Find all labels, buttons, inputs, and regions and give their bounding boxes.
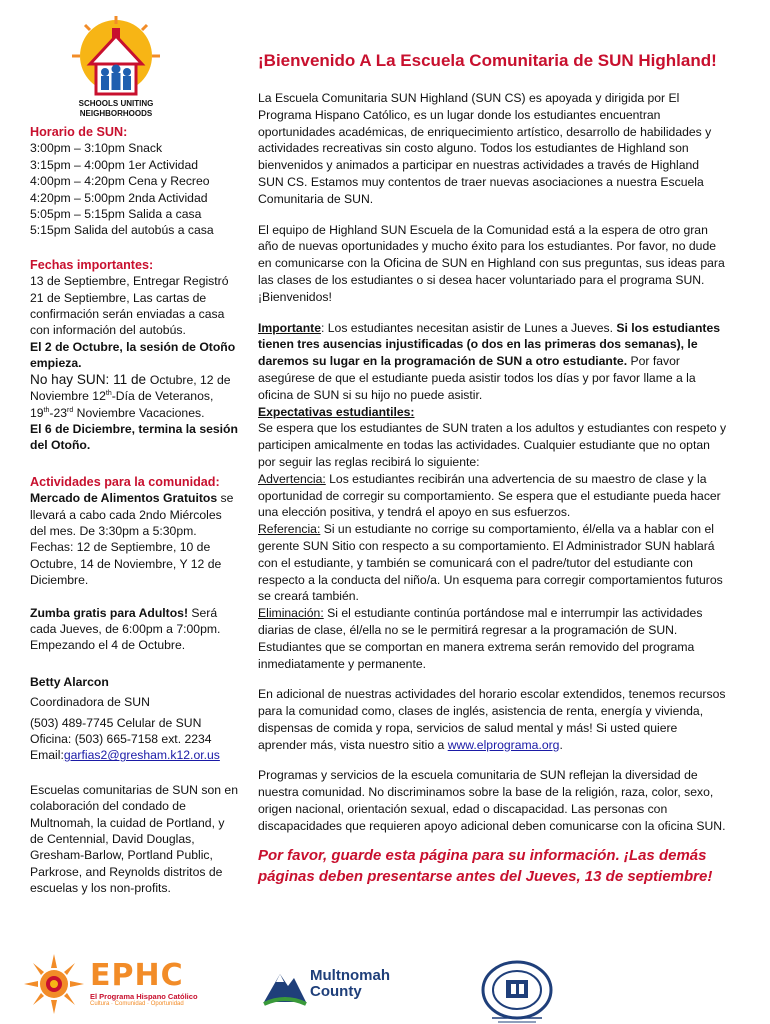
contact-email-line: Email:garfias2@gresham.k12.or.us	[30, 748, 220, 763]
website-link[interactable]: www.elprograma.org	[447, 737, 560, 752]
multnomah-line-1: Multnomah	[310, 967, 390, 984]
sidebar	[30, 14, 238, 897]
contact-phone-2: Oficina: (503) 665-7158 ext. 2234	[30, 732, 212, 746]
schedule-item: 3:00pm – 3:10pm Snack	[30, 141, 163, 156]
ephc-logo	[24, 954, 214, 1016]
multnomah-county-logo	[262, 962, 402, 1010]
expectations-text: Se espera que los estudiantes de SUN traten a los adultos y estudiantes con respeto y participen amicalmente en todas las actividades. Cualquier estudiante que no optan por seguir las reglas recibirá lo siguiente:	[258, 421, 727, 469]
schoolhouse-icon	[66, 14, 166, 124]
dates-line-3: No hay SUN: 11 de Octubre, 12 de Noviembre 12th-Día de Veteranos, 19th-23rd Noviembre Vacaciones.	[30, 371, 231, 420]
community-heading: Actividades para la comunidad:	[30, 474, 220, 489]
schedule-item: 5:15pm Salida del autobús a casa	[30, 223, 214, 238]
logo-line-1: SCHOOLS UNITING	[78, 99, 154, 108]
contact-phone-1: (503) 489-7745 Celular de SUN	[30, 715, 202, 730]
schedule-item: 4:00pm – 4:20pm Cena y Recreo	[30, 174, 210, 189]
footer-logos	[0, 954, 770, 1024]
referral-text: Referencia: Si un estudiante no corrige su comportamiento, él/ella va a hablar con el gerente SUN Sitio con respecto a su comportamiento. El Administrador SUN hablará con el estudiante, y también se comunicará con el padre/tutor del estudiante con respecto a la conducta del niño/a. Un esquema para corregir comportamientos futuros se creará también.	[258, 522, 723, 604]
page-title: ¡Bienvenido A La Escuela Comunitaria de SUN Highland!	[258, 51, 717, 70]
ephc-tagline: Cultura · Comunidad · Oportunidad	[90, 1001, 184, 1007]
multnomah-line-2: County	[310, 983, 362, 1000]
partners-text: Escuelas comunitarias de SUN son en colaboración del condado de Multnomah, la cuidad de Portland, y de Centennial, David Douglas, Gresham-Barlow, Portland Public, Parkrose, and Reynolds distritos de escuelas y los non-profits.	[30, 782, 238, 896]
contact-role: Coordinadora de SUN	[30, 695, 150, 710]
expectations-heading: Expectativas estudiantiles:	[258, 404, 415, 419]
dates-line-2: El 2 de Octubre, la sesión de Otoño empieza.	[30, 339, 236, 371]
closing-note: Por favor, guarde esta página para su información. ¡Las demás páginas deben presentarse antes del Jueves, 13 de septiembre!	[258, 846, 713, 885]
ephc-wordmark: EPHC	[90, 958, 184, 993]
contact-section	[30, 674, 238, 764]
dates-heading: Fechas importantes:	[30, 257, 154, 272]
schedule-item: 3:15pm – 4:00pm 1er Actividad	[30, 157, 199, 172]
email-link[interactable]: garfias2@gresham.k12.or.us	[63, 748, 220, 763]
warning-text: Advertencia: Los estudiantes recibirán una advertencia de su maestro de clase y la oportunidad de corregir su comportamiento. Se espera que el estudiante pueda hacer una elección positiva, y tendrá el apoyo en sus esfuerzos.	[258, 471, 721, 520]
seal-icon	[478, 960, 556, 1024]
dates-line-4: El 6 de Diciembre, termina la sesión del Otoño.	[30, 421, 238, 453]
schedule-item: 4:20pm – 5:00pm 2nda Actividad	[30, 190, 208, 205]
resources-paragraph: En adicional de nuestras actividades del horario escolar extendidos, tenemos recursos para la comunidad como, clases de inglés, asistencia de renta, energía y vivienda, dispensas de comida y ropa, servicios de salud mental y más! Si usted quiere aprender más, vista nuestro sitio a www.elprograma.org.	[258, 687, 726, 752]
contact-name: Betty Alarcon	[30, 674, 109, 689]
market-text: Mercado de Alimentos Gratuitos se llevará a cabo cada 2ndo Miércoles del mes. De 3:30pm a 5:30pm. Fechas: 12 de Septiembre, 10 de Octubre, 14 de Noviembre, Y 12 de Diciembre.	[30, 491, 234, 588]
schedule-heading: Horario de SUN:	[30, 125, 128, 139]
elimination-text: Eliminación: Si el estudiante continúa portándose mal e interrumpir las actividades diarias de clase, él/ella no se le permitirá regresar a la programación de SUN. Estudiantes que se comportan en manera extrema serán removido del programa inmediatamente y permanente.	[258, 606, 703, 671]
logo-line-2: NEIGHBORHOODS	[79, 109, 153, 118]
diversity-paragraph: Programas y servicios de la escuela comunitaria de SUN reflejan la diversidad de nuestra comunidad. No discriminamos sobre la base de la religión, raza, color, sexo, origen nacional, orientación sexual, edad o discapacidad. Las personas con discapacidades que requieren apoyo adicional deben comunicarse con la oficina SUN.	[258, 768, 726, 833]
community-section	[30, 474, 238, 654]
important-paragraph: Importante: Los estudiantes necesitan asistir de Lunes a Jueves. Si los estudiantes tienen tres ausencias injustificadas (o dos en las primeras dos semanas), le daremos su lugar en la programación de SUN a otro estudiante. Por favor asegúrese de que el estudiante pueda asistir todos los días y por favor llame a la oficina de SUN si su hijo no puede asistir.	[258, 320, 720, 402]
mountain-icon	[262, 964, 308, 1008]
schedule-section	[30, 124, 238, 239]
sunburst-icon	[24, 954, 84, 1014]
dates-line-1: 13 de Septiembre, Entregar Registró 21 de Septiembre, Las cartas de confirmación serán enviadas a casa con información del autobús.	[30, 274, 229, 338]
zumba-text: Zumba gratis para Adultos! Será cada Jueves, de 6:00pm a 7:00pm. Empezando el 4 de Octubre.	[30, 605, 221, 653]
school-district-seal	[478, 960, 556, 1024]
schedule-item: 5:05pm – 5:15pm Salida a casa	[30, 207, 202, 222]
intro-paragraph: La Escuela Comunitaria SUN Highland (SUN CS) es apoyada y dirigida por El Programa Hispano Católico, es un lugar donde los estudiantes encuentran oportunidades académicas, de enriquecimiento artístico, desarrollo de habilidades y actividades recreativas sin costo alguno. Todos los estudiantes de Highland son bienvenidos y animados a participar en nuestras actividades a través de Highland SUN CS. Estamos muy contentos de traer nuevas asociaciones a nuestra Escuela Comunitaria de SUN.	[258, 91, 712, 206]
team-paragraph: El equipo de Highland SUN Escuela de la Comunidad está a la espera de otro gran año de nuevas oportunidades y mucho éxito para los estudiantes. Por favor, no dude en comunicarse con la Oficina de SUN en Highland con sus preguntas, sus ideas para las clases de los estudiantes o si desea hacer voluntariado para el programa SUN. ¡Bienvenidos!	[258, 222, 725, 304]
ephc-name: El Programa Hispano Católico	[90, 992, 198, 1001]
dates-section	[30, 257, 238, 454]
main-content	[258, 50, 728, 887]
sun-logo	[66, 14, 166, 124]
